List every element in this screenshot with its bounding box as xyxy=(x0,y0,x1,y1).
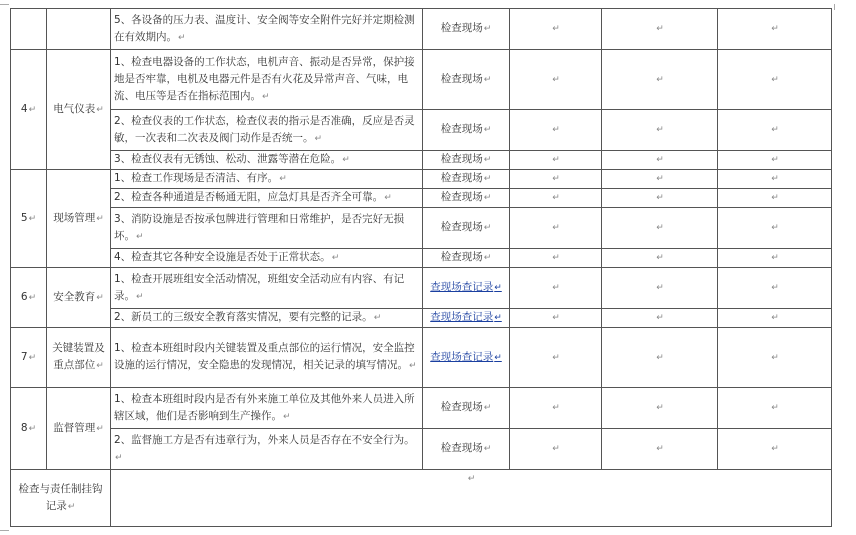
result-cell xyxy=(718,309,832,328)
result-cell xyxy=(510,151,602,170)
paragraph-mark: ↵ xyxy=(771,253,779,263)
paragraph-mark: ↵ xyxy=(409,361,417,371)
crop-mark xyxy=(0,4,9,5)
paragraph-mark: ↵ xyxy=(494,313,502,323)
check-content-cell-text: 2、新员工的三级安全教育落实情况，要有完整的记录。 xyxy=(114,311,373,323)
paragraph-mark: ↵ xyxy=(28,292,37,303)
paragraph-mark: ↵ xyxy=(656,444,664,454)
footer-row xyxy=(11,470,832,527)
inspection-checklist-table xyxy=(10,8,832,527)
result-cell xyxy=(718,189,832,208)
paragraph-mark: ↵ xyxy=(483,193,492,203)
item-number-cell xyxy=(11,388,47,470)
check-content-cell-text: 2、检查仪表的工作状态，检查仪表的指示是否准确，反应是否灵敏，一次表和二次表及阀门动作是否统一。 xyxy=(114,114,415,144)
paragraph-mark: ↵ xyxy=(656,125,664,135)
paragraph-mark: ↵ xyxy=(656,193,664,203)
item-number-cell-text: 5 xyxy=(20,211,28,224)
paragraph-mark: ↵ xyxy=(771,74,779,85)
result-cell xyxy=(718,388,832,429)
result-cell xyxy=(510,388,602,429)
result-cell xyxy=(602,249,718,268)
result-cell xyxy=(602,110,718,151)
paragraph-mark: ↵ xyxy=(178,32,186,43)
paragraph-mark: ↵ xyxy=(96,292,104,303)
paragraph-mark: ↵ xyxy=(771,313,779,323)
check-method-cell xyxy=(423,208,510,249)
check-content-cell xyxy=(111,429,423,470)
check-content-cell xyxy=(111,170,423,189)
check-method-cell xyxy=(423,9,510,50)
result-cell xyxy=(718,50,832,110)
paragraph-mark: ↵ xyxy=(771,283,779,293)
check-method-cell xyxy=(423,388,510,429)
item-number-cell xyxy=(11,268,47,328)
check-method-cell xyxy=(423,110,510,151)
result-cell xyxy=(510,9,602,50)
result-cell xyxy=(718,151,832,170)
result-cell xyxy=(510,309,602,328)
crop-mark xyxy=(0,530,9,531)
result-cell xyxy=(602,208,718,249)
result-cell xyxy=(602,268,718,309)
table-row xyxy=(11,309,832,328)
item-number-cell xyxy=(11,9,47,50)
item-number-cell-text: 8 xyxy=(20,421,28,434)
paragraph-mark: ↵ xyxy=(96,104,104,115)
paragraph-mark: ↵ xyxy=(552,74,560,85)
check-method-cell-text: 查现场查记录 xyxy=(430,311,494,323)
result-cell xyxy=(510,268,602,309)
result-cell xyxy=(602,388,718,429)
paragraph-mark: ↵ xyxy=(552,155,560,165)
check-content-cell-text: 3、消防设施是否按承包牌进行管理和日常维护，是否完好无损坏。 xyxy=(114,212,405,242)
result-cell xyxy=(510,50,602,110)
result-cell xyxy=(602,151,718,170)
check-content-cell xyxy=(111,268,423,309)
paragraph-mark: ↵ xyxy=(771,223,779,233)
paragraph-mark: ↵ xyxy=(771,352,779,363)
paragraph-mark: ↵ xyxy=(28,213,37,224)
check-content-cell xyxy=(111,189,423,208)
item-number-cell-text: 6 xyxy=(20,290,28,303)
item-number-cell xyxy=(11,170,47,268)
check-content-cell xyxy=(111,208,423,249)
check-content-cell xyxy=(111,110,423,151)
table-row xyxy=(11,110,832,151)
paragraph-mark: ↵ xyxy=(483,223,492,233)
paragraph-mark: ↵ xyxy=(552,313,560,323)
paragraph-mark: ↵ xyxy=(279,174,287,184)
check-method-cell xyxy=(423,151,510,170)
paragraph-mark: ↵ xyxy=(96,361,104,371)
check-method-cell-text: 检查现场 xyxy=(440,123,483,135)
paragraph-mark: ↵ xyxy=(283,411,291,422)
check-method-cell-text: 检查现场 xyxy=(440,442,483,454)
paragraph-mark: ↵ xyxy=(483,24,492,34)
category-cell xyxy=(47,170,111,268)
paragraph-mark: ↵ xyxy=(771,193,779,203)
paragraph-mark: ↵ xyxy=(136,291,144,302)
item-number-cell-text: 7 xyxy=(20,350,28,363)
result-cell xyxy=(602,170,718,189)
category-cell xyxy=(47,388,111,470)
check-method-cell-text: 查现场查记录 xyxy=(430,350,494,363)
paragraph-mark: ↵ xyxy=(494,283,502,293)
result-cell xyxy=(718,9,832,50)
paragraph-mark: ↵ xyxy=(483,155,492,165)
check-method-cell-text: 查现场查记录 xyxy=(430,281,494,293)
category-cell-text: 关键装置及重点部位 xyxy=(52,342,105,371)
result-cell xyxy=(602,328,718,388)
paragraph-mark: ↵ xyxy=(136,231,144,242)
result-cell xyxy=(510,170,602,189)
paragraph-mark: ↵ xyxy=(552,223,560,233)
check-content-cell-text: 1、检查本班组时段内关键装置及重点部位的运行情况，安全监控设施的运行情况，安全隐患的发现情况，相关记录的填写情况。 xyxy=(114,342,415,371)
paragraph-mark: ↵ xyxy=(656,313,664,323)
check-content-cell xyxy=(111,328,423,388)
result-cell xyxy=(718,268,832,309)
paragraph-mark: ↵ xyxy=(656,403,664,413)
paragraph-mark: ↵ xyxy=(552,193,560,203)
check-method-cell xyxy=(423,189,510,208)
check-method-cell-text: 检查现场 xyxy=(440,401,483,413)
item-number-cell-text: 4 xyxy=(20,102,28,115)
check-method-cell-text: 检查现场 xyxy=(440,172,483,184)
paragraph-mark: ↵ xyxy=(552,125,560,135)
check-content-cell-text: 2、检查各种通道是否畅通无阻，应急灯具是否齐全可靠。 xyxy=(114,191,384,203)
table-row xyxy=(11,328,832,388)
footer-value-cell xyxy=(111,470,832,527)
paragraph-mark: ↵ xyxy=(552,352,560,363)
category-cell-text: 现场管理 xyxy=(53,211,96,224)
result-cell xyxy=(602,50,718,110)
check-method-cell-text: 检查现场 xyxy=(440,221,483,233)
check-content-cell xyxy=(111,388,423,429)
result-cell xyxy=(718,110,832,151)
paragraph-mark: ↵ xyxy=(771,155,779,165)
result-cell xyxy=(602,309,718,328)
result-cell xyxy=(510,189,602,208)
check-content-cell-text: 1、检查开展班组安全活动情况，班组安全活动应有内容、有记录。 xyxy=(114,272,405,302)
table-row xyxy=(11,429,832,470)
paragraph-mark: ↵ xyxy=(552,24,560,34)
paragraph-mark: ↵ xyxy=(96,213,104,224)
check-method-cell[interactable] xyxy=(423,309,510,328)
check-content-cell-text: 1、检查电器设备的工作状态，电机声音、振动是否异常，保护接地是否牢靠，电机及电器元件是否有火花及异常声音、气味，电流、电压等是否在指标范围内。 xyxy=(114,55,415,102)
result-cell xyxy=(602,9,718,50)
paragraph-mark: ↵ xyxy=(331,253,340,263)
paragraph-mark: ↵ xyxy=(656,174,664,184)
footer-label-cell-text: 检查与责任制挂钩记录 xyxy=(18,482,103,512)
item-number-cell xyxy=(11,328,47,388)
category-cell-text: 安全教育 xyxy=(53,290,96,303)
result-cell xyxy=(510,208,602,249)
check-method-cell-text: 检查现场 xyxy=(440,251,483,263)
paragraph-mark: ↵ xyxy=(483,403,492,413)
check-content-cell-text: 4、检查其它各种安全设施是否处于正常状态。 xyxy=(114,251,331,263)
paragraph-mark: ↵ xyxy=(552,253,560,263)
check-content-cell xyxy=(111,50,423,110)
result-cell xyxy=(510,328,602,388)
check-method-cell-text: 检查现场 xyxy=(440,72,483,85)
item-number-cell xyxy=(11,50,47,170)
check-content-cell-text: 5、各设备的压力表、温度计、安全阀等安全附件完好并定期检测在有效期内。 xyxy=(114,13,415,43)
paragraph-mark: ↵ xyxy=(552,283,560,293)
check-method-cell xyxy=(423,429,510,470)
paragraph-mark: ↵ xyxy=(552,174,560,184)
paragraph-mark: ↵ xyxy=(483,125,492,135)
paragraph-mark: ↵ xyxy=(656,155,664,165)
table-row xyxy=(11,9,832,50)
category-cell xyxy=(47,328,111,388)
check-method-cell xyxy=(423,50,510,110)
check-method-cell xyxy=(423,170,510,189)
check-method-cell-text: 检查现场 xyxy=(440,22,483,34)
paragraph-mark: ↵ xyxy=(771,24,779,34)
paragraph-mark: ↵ xyxy=(483,444,492,454)
check-content-cell-text: 2、监督施工方是否有违章行为，外来人员是否存在不安全行为。 xyxy=(114,433,415,446)
paragraph-mark: ↵ xyxy=(552,444,560,454)
paragraph-mark: ↵ xyxy=(314,133,323,144)
category-cell xyxy=(47,268,111,328)
paragraph-mark: ↵ xyxy=(656,253,664,263)
check-method-cell xyxy=(423,249,510,268)
check-content-cell-text: 1、检查本班组时段内是否有外来施工单位及其他外来人员进入所辖区域，他们是否影响到生产操作。 xyxy=(114,392,415,422)
category-cell-text: 监督管理 xyxy=(53,421,96,434)
footer-label-cell xyxy=(11,470,111,527)
paragraph-mark: ↵ xyxy=(262,91,270,102)
check-content-cell xyxy=(111,151,423,170)
result-cell xyxy=(718,429,832,470)
paragraph-mark: ↵ xyxy=(28,423,37,434)
paragraph-mark: ↵ xyxy=(656,283,664,293)
paragraph-mark: ↵ xyxy=(656,223,664,233)
check-method-cell[interactable] xyxy=(423,328,510,388)
paragraph-mark: ↵ xyxy=(771,174,779,184)
category-cell-text: 电气仪表 xyxy=(53,102,96,115)
crop-mark xyxy=(834,4,835,10)
paragraph-mark: ↵ xyxy=(656,24,664,34)
result-cell xyxy=(718,170,832,189)
check-method-cell-text: 检查现场 xyxy=(440,191,483,203)
paragraph-mark: ↵ xyxy=(483,253,492,263)
paragraph-mark: ↵ xyxy=(342,155,350,165)
paragraph-mark: ↵ xyxy=(494,352,502,363)
paragraph-mark: ↵ xyxy=(67,501,76,512)
paragraph-mark: ↵ xyxy=(115,452,123,463)
check-content-cell-text: 1、检查工作现场是否清洁、有序。 xyxy=(114,172,279,184)
check-content-cell xyxy=(111,249,423,268)
paragraph-mark: ↵ xyxy=(656,74,664,85)
check-method-cell-text: 检查现场 xyxy=(440,153,483,165)
table-row xyxy=(11,189,832,208)
table-row xyxy=(11,208,832,249)
table-row xyxy=(11,50,832,110)
table-row xyxy=(11,151,832,170)
paragraph-mark: ↵ xyxy=(771,125,779,135)
table-row xyxy=(11,268,832,309)
check-content-cell xyxy=(111,9,423,50)
paragraph-mark: ↵ xyxy=(771,444,779,454)
paragraph-mark: ↵ xyxy=(96,423,104,434)
paragraph-mark: ↵ xyxy=(483,174,492,184)
paragraph-mark: ↵ xyxy=(656,352,664,363)
result-cell xyxy=(510,110,602,151)
paragraph-mark: ↵ xyxy=(28,104,37,115)
check-method-cell[interactable] xyxy=(423,268,510,309)
result-cell xyxy=(718,328,832,388)
category-cell xyxy=(47,50,111,170)
paragraph-mark: ↵ xyxy=(384,193,392,203)
check-content-cell-text: 3、检查仪表有无锈蚀、松动、泄露等潜在危险。 xyxy=(114,153,342,165)
result-cell xyxy=(510,249,602,268)
paragraph-mark: ↵ xyxy=(771,403,779,413)
table-row xyxy=(11,388,832,429)
check-content-cell xyxy=(111,309,423,328)
result-cell xyxy=(718,208,832,249)
result-cell xyxy=(510,429,602,470)
result-cell xyxy=(602,429,718,470)
result-cell xyxy=(718,249,832,268)
table-row xyxy=(11,249,832,268)
paragraph-mark: ↵ xyxy=(28,352,37,363)
paragraph-mark: ↵ xyxy=(552,403,560,413)
paragraph-mark: ↵ xyxy=(373,313,382,323)
result-cell xyxy=(602,189,718,208)
category-cell xyxy=(47,9,111,50)
table-row xyxy=(11,170,832,189)
paragraph-mark: ↵ xyxy=(467,474,476,484)
paragraph-mark: ↵ xyxy=(483,74,492,85)
